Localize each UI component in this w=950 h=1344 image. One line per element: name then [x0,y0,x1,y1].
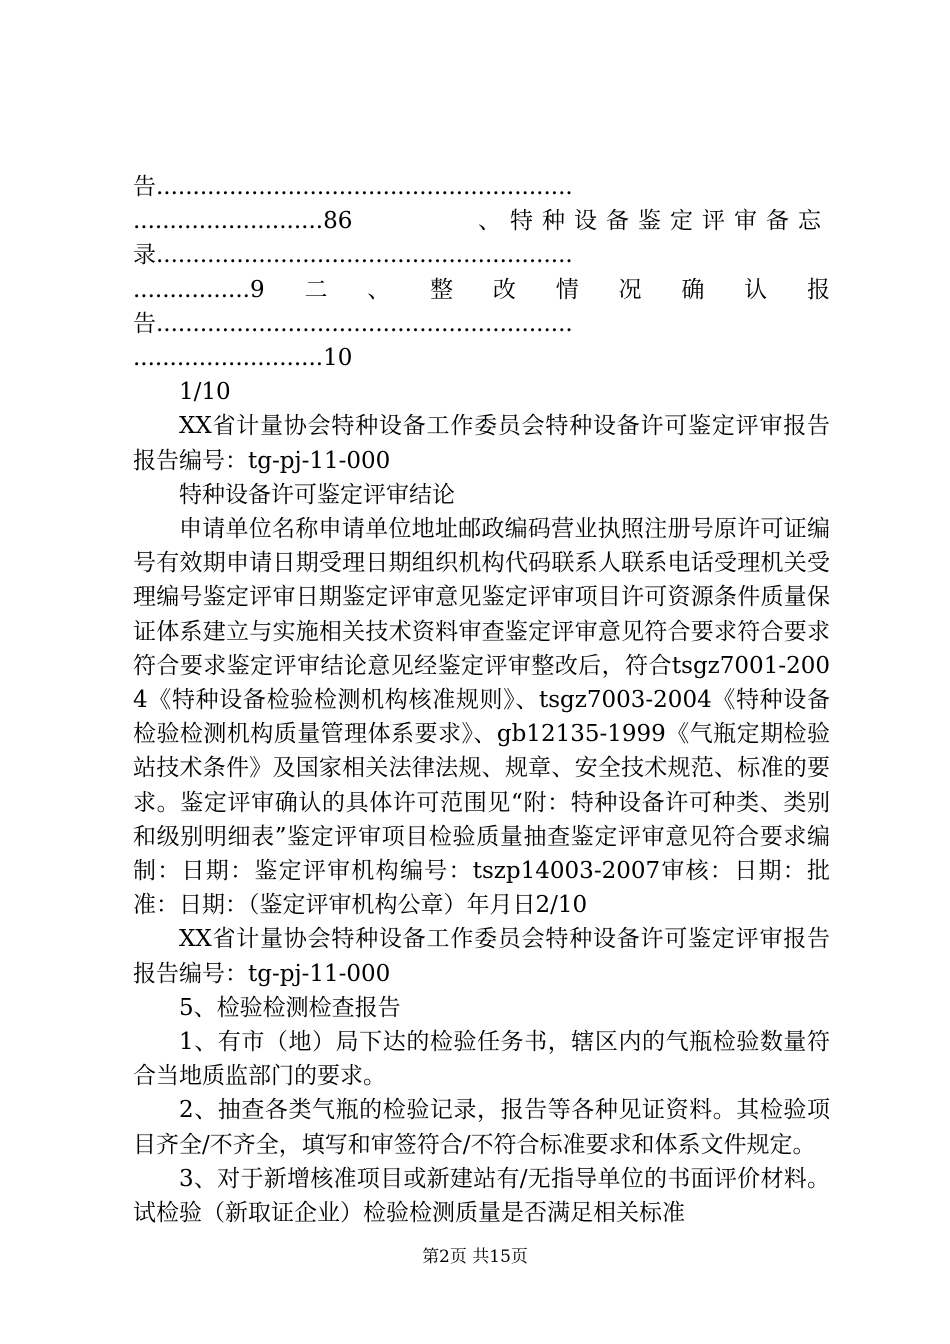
toc-entry: 、特种设备鉴定评审备忘 [478,208,830,235]
toc-char: 、 [367,276,391,303]
toc-char: 二 [304,276,328,303]
report-header: XX省计量协会特种设备工作委员会特种设备许可鉴定评审报告报告编号：tg-pj-11-000 [133,413,830,474]
body-paragraph: 3、对于新增核准项目或新建站有/无指导单位的书面评价材料。试检验（新取证企业）检验检测质量是否满足相关标准 [133,1165,830,1227]
page-marker: 1/10 [179,379,231,406]
toc-char: 整 [430,276,454,303]
toc-line: ..........................10 [133,345,353,372]
toc-line [133,204,830,238]
toc-line: 告......................................................... [133,310,573,337]
toc-char: 报 [806,276,830,303]
toc-char: 确 [681,276,705,303]
toc-leader: ................9 [133,276,265,303]
toc-char: 况 [618,276,642,303]
section-title: 特种设备许可鉴定评审结论 [179,481,455,508]
section-title: 5、检验检测检查报告 [179,994,401,1021]
toc-char: 情 [555,276,579,303]
toc-char: 认 [744,276,768,303]
toc-line [133,273,830,307]
toc-line: 录......................................................... [133,242,573,269]
document-body [133,170,830,1230]
toc-line: 告......................................................... [133,174,573,200]
body-paragraph: 1、有市（地）局下达的检验任务书，辖区内的气瓶检验数量符合当地质监部门的要求。 [133,1029,830,1090]
page-footer: 第2页 共15页 [422,1247,528,1267]
toc-char: 改 [492,276,516,303]
toc-leader: ..........................86 [133,208,353,235]
body-paragraph: 申请单位名称申请单位地址邮政编码营业执照注册号原许可证编号有效期申请日期受理日期组织机构代码联系人联系电话受理机关受理编号鉴定评审日期鉴定评审意见鉴定评审项目许可资源条件质量保证体系建立与实施相关技术资料审查鉴定评审意见符合要求符合要求符合要求鉴定评审结论意见经鉴定评审整改后，符合tsgz7001-2004《特种设备检验检测机构核准规则》、tsgz7003-2004《特种设备检验检测机构质量管理体系要求》、gb12135-1999《气瓶定期检验站技术条件》及国家相关法律法规、规章、安全技术规范、标准的要求。鉴定评审确认的具体许可范围见“附：特种设备许可种类、类别和级别明细表”鉴定评审项目检验质量抽查鉴定评审意见符合要求编制：日期：鉴定评审机构编号：tszp14003-2007审核：日期：批准：日期：（鉴定评审机构公章）年月日2/10 [133,516,830,919]
body-paragraph: 2、抽查各类气瓶的检验记录，报告等各种见证资料。其检验项目齐全/不齐全，填写和审签符合/不符合标准要求和体系文件规定。 [133,1097,830,1158]
report-header: XX省计量协会特种设备工作委员会特种设备许可鉴定评审报告报告编号：tg-pj-11-000 [133,926,830,987]
